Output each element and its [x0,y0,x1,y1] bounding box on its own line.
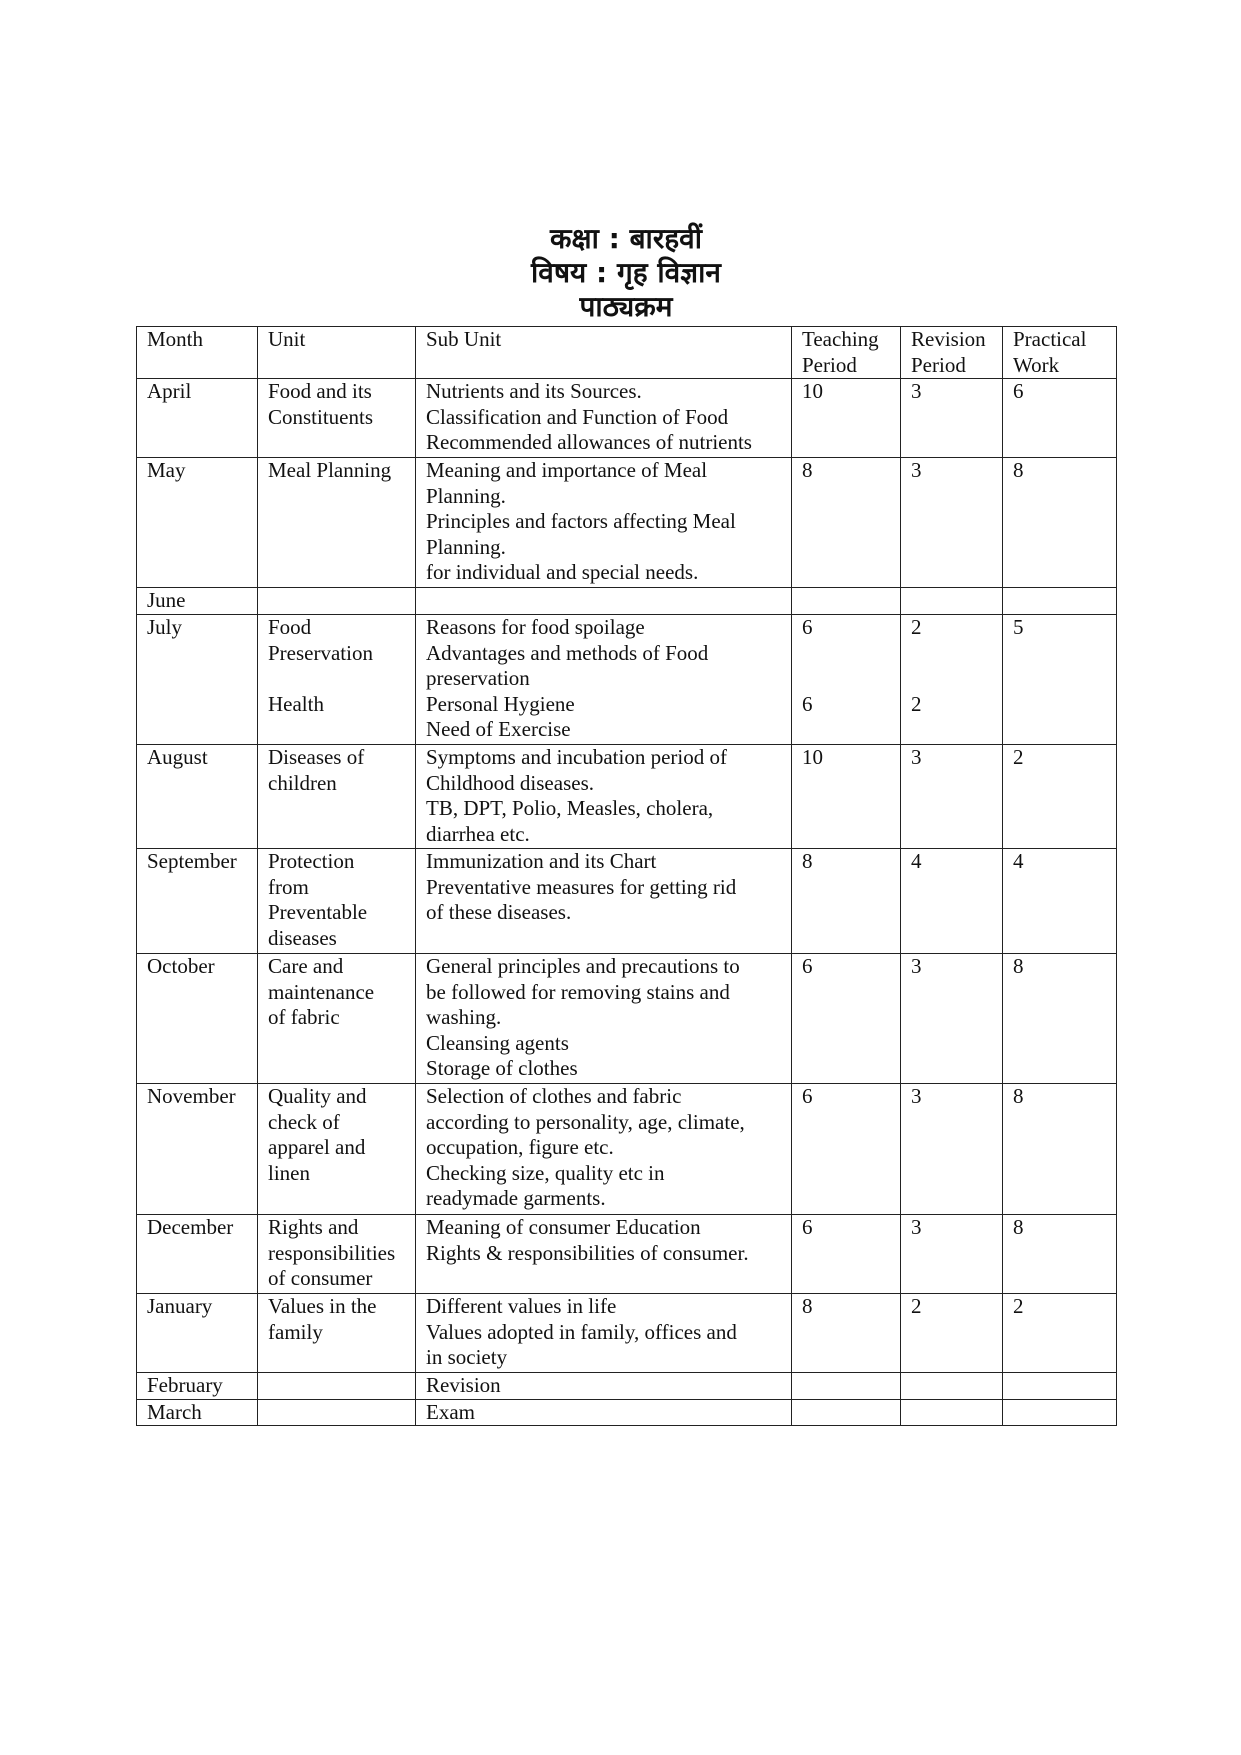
table-row [137,1215,1117,1294]
table-row [137,745,1117,849]
cell-line: 6 [802,1215,813,1239]
teaching-period-cell [792,1294,901,1373]
table-row [137,1084,1117,1215]
cell-line: readymade garments. [426,1186,606,1210]
subject-title: विषय : गृह विज्ञान [531,256,721,289]
teaching-period-cell [792,379,901,458]
cell-line: diseases [268,925,337,950]
cell-line: of fabric [268,1005,340,1029]
teaching-period-cell [792,588,901,615]
header-text: Teaching [802,327,879,351]
cell-line: Planning. [426,534,506,559]
cell-line: occupation, figure etc. [426,1135,614,1159]
cell-line: Selection of clothes and fabric [426,1084,682,1108]
header-text: Practical [1013,327,1087,351]
cell-line: 8 [802,1294,813,1318]
cell-line: in society [426,1345,508,1369]
table-row [137,458,1117,588]
header-revision-period [901,327,1003,379]
cell-line: 6 [802,954,813,978]
cell-line: maintenance [268,979,375,1004]
unit-cell [258,849,416,954]
practical-work-cell: 2 [1003,745,1117,849]
teaching-period-cell [792,615,901,745]
cell-line: family [268,1319,323,1344]
unit-cell [258,1294,416,1373]
table-row [137,849,1117,954]
cell-line: Need of Exercise [426,717,571,741]
unit-cell [258,1399,416,1426]
sub-unit-cell [416,1399,792,1426]
unit-cell [258,458,416,588]
cell-line: Meaning and importance of Meal [426,458,708,482]
cell-line: responsibilities [268,1240,396,1265]
cell-line [911,641,998,667]
sub-unit-cell [416,1215,792,1294]
document-titles [0,222,1241,324]
cell-line: General principles and precautions to [426,954,740,978]
cell-line: 4 [911,849,922,873]
teaching-period-cell [792,954,901,1084]
cell-line: 3 [911,745,922,769]
cell-line: 3 [911,458,922,482]
cell-line: 10 [802,745,823,769]
table-row [137,1373,1117,1400]
month-cell: March [137,1399,258,1426]
table-row [137,954,1117,1084]
header-text: Revision [911,327,986,351]
sub-unit-cell [416,745,792,849]
cell-line: 8 [802,849,813,873]
cell-line: from [268,874,309,899]
month-cell: August [137,745,258,849]
sub-unit-cell [416,615,792,745]
practical-work-cell [1003,1399,1117,1426]
unit-cell [258,1373,416,1400]
cell-line: Advantages and methods of Food [426,640,709,665]
sub-unit-cell [416,458,792,588]
cell-line: of consumer [268,1266,373,1290]
header-teaching-period [792,327,901,379]
table-row [137,379,1117,458]
sub-unit-cell [416,849,792,954]
cell-line: 3 [911,379,922,403]
header-month: Month [137,327,258,379]
cell-line: Quality and [268,1084,367,1108]
sub-unit-cell [416,954,792,1084]
cell-line: Food [268,615,312,639]
cell-line: Planning. [426,483,506,508]
table-header-row [137,327,1117,379]
cell-line: Personal Hygiene [426,691,575,716]
cell-line: Nutrients and its Sources. [426,379,642,403]
month-cell: December [137,1215,258,1294]
revision-period-cell [901,1399,1003,1426]
practical-work-cell: 4 [1003,849,1117,954]
revision-period-cell [901,1373,1003,1400]
revision-period-cell [901,458,1003,588]
cell-line: according to personality, age, climate, [426,1109,745,1134]
practical-work-cell [1003,1373,1117,1400]
cell-line: Checking size, quality etc in [426,1160,665,1185]
table-row [137,1399,1117,1426]
month-cell: July [137,615,258,745]
cell-line: Childhood diseases. [426,770,594,795]
cell-line: Preservation [268,640,373,665]
cell-line: 8 [802,458,813,482]
cell-line: Food and its [268,379,372,403]
cell-line: Reasons for food spoilage [426,615,645,639]
month-cell: June [137,588,258,615]
table-row [137,588,1117,615]
practical-work-cell [1003,588,1117,615]
practical-work-cell: 8 [1003,1215,1117,1294]
unit-cell [258,379,416,458]
practical-work-cell: 8 [1003,458,1117,588]
cell-line: 3 [911,1084,922,1108]
table-row [137,1294,1117,1373]
teaching-period-cell [792,1399,901,1426]
header-text: Period [802,352,857,377]
month-cell: January [137,1294,258,1373]
teaching-period-cell [792,1373,901,1400]
practical-work-cell: 2 [1003,1294,1117,1373]
cell-line: 2 [911,691,922,716]
header-practical-work [1003,327,1117,379]
cell-line: Preventable [268,900,368,924]
header-text: Work [1013,352,1060,377]
cell-line: 6 [802,691,813,716]
cell-line: TB, DPT, Polio, Measles, cholera, [426,796,714,820]
month-cell: May [137,458,258,588]
cell-line: Diseases of [268,745,365,769]
cell-line: Care and [268,954,344,978]
cell-line [268,666,411,692]
cell-line: Protection [268,849,355,873]
syllabus-table [136,326,1117,1426]
revision-period-cell [901,379,1003,458]
month-cell: September [137,849,258,954]
unit-cell [258,1215,416,1294]
cell-line: 2 [911,1294,922,1318]
revision-period-cell [901,1294,1003,1373]
cell-line: Different values in life [426,1294,617,1318]
cell-line: Values in the [268,1294,377,1318]
cell-line: 3 [911,1215,922,1239]
practical-work-cell: 5 [1003,615,1117,745]
cell-line: apparel and [268,1135,366,1159]
cell-line: Values adopted in family, offices and [426,1319,737,1344]
cell-line [802,641,896,667]
class-title: कक्षा : बारहवीं [550,222,702,255]
month-cell: April [137,379,258,458]
cell-line: 10 [802,379,823,403]
teaching-period-cell [792,745,901,849]
sub-unit-cell [416,588,792,615]
cell-line: 3 [911,954,922,978]
sub-unit-cell [416,1084,792,1215]
cell-line: washing. [426,1005,502,1029]
sub-unit-cell [416,379,792,458]
teaching-period-cell [792,458,901,588]
revision-period-cell [901,1215,1003,1294]
practical-work-cell: 6 [1003,379,1117,458]
cell-line: Meaning of consumer Education [426,1215,701,1239]
cell-line: Meal Planning [268,458,392,482]
revision-period-cell [901,1084,1003,1215]
cell-line: linen [268,1160,310,1185]
cell-line: preservation [426,666,530,690]
cell-line: Preventative measures for getting rid [426,874,737,899]
revision-period-cell [901,615,1003,745]
unit-cell [258,954,416,1084]
cell-line: Health [268,691,324,716]
table-row [137,615,1117,745]
cell-line: Cleansing agents [426,1030,569,1055]
cell-line: be followed for removing stains and [426,979,730,1004]
cell-line: children [268,770,337,795]
revision-period-cell [901,745,1003,849]
revision-period-cell [901,849,1003,954]
teaching-period-cell [792,1084,901,1215]
cell-line: Constituents [268,404,374,429]
practical-work-cell: 8 [1003,954,1117,1084]
cell-line: Revision [426,1373,501,1397]
revision-period-cell [901,954,1003,1084]
cell-line [802,666,896,692]
cell-line: Recommended allowances of nutrients [426,430,752,454]
cell-line: Immunization and its Chart [426,849,657,873]
month-cell: November [137,1084,258,1215]
cell-line: for individual and special needs. [426,560,699,584]
sub-unit-cell [416,1373,792,1400]
sub-unit-cell [416,1294,792,1373]
syllabus-title: पाठ्यक्रम [579,290,673,323]
header-text: Period [911,352,966,377]
cell-line: 6 [802,615,813,639]
cell-line: 2 [911,615,922,639]
month-cell: October [137,954,258,1084]
unit-cell [258,745,416,849]
unit-cell [258,1084,416,1215]
practical-work-cell: 8 [1003,1084,1117,1215]
unit-cell [258,615,416,745]
teaching-period-cell [792,1215,901,1294]
header-sub-unit: Sub Unit [416,327,792,379]
cell-line: Rights and [268,1215,359,1239]
cell-line: diarrhea etc. [426,821,530,846]
cell-line: Principles and factors affecting Meal [426,509,736,533]
cell-line: of these diseases. [426,900,572,924]
cell-line: Classification and Function of Food [426,404,729,429]
cell-line [911,666,998,692]
cell-line: Exam [426,1399,475,1424]
cell-line: Rights & responsibilities of consumer. [426,1240,749,1265]
revision-period-cell [901,588,1003,615]
header-unit: Unit [258,327,416,379]
month-cell: February [137,1373,258,1400]
unit-cell [258,588,416,615]
cell-line: Storage of clothes [426,1056,578,1080]
teaching-period-cell [792,849,901,954]
cell-line: 6 [802,1084,813,1108]
cell-line: Symptoms and incubation period of [426,745,727,769]
cell-line: check of [268,1109,340,1134]
